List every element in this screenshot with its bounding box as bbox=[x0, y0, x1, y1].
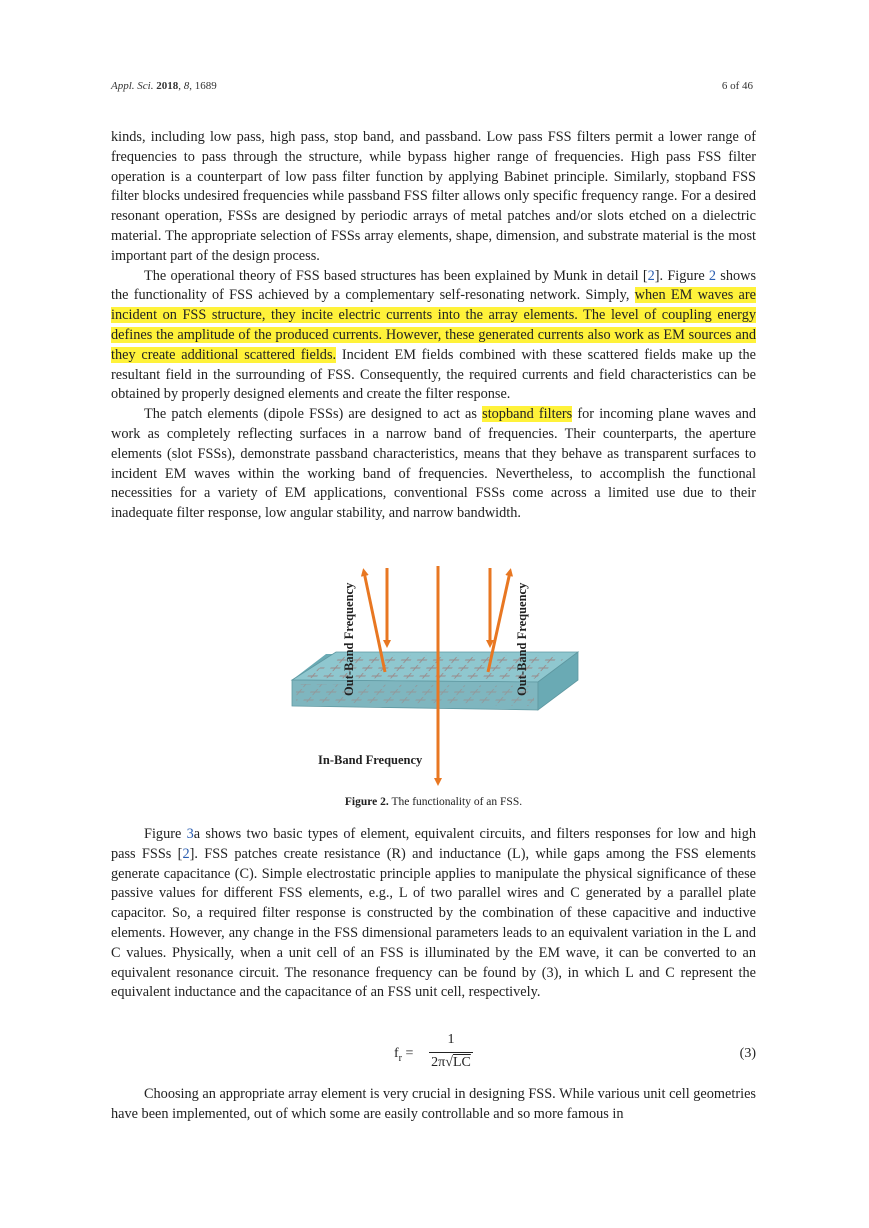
paragraph-3: The patch elements (dipole FSSs) are designed to act as stopband filters for incoming plane waves and work as completely reflecting surfaces in a narrow band of frequencies. Their counterparts, the aperture elements (slot FSSs), demonstrate passband characteristics, means that they behave as transparent surfaces to incident EM waves within the working band of frequencies. Nevertheless, to accomplish the functional necessities for a variety of EM applications, conventional FSSs come across a limited use due to their inadequate filter response, low angular stability, and narrow bandwidth. bbox=[111, 406, 756, 522]
label-out-band-right: Out-Band Frequency bbox=[515, 582, 529, 696]
body-text-top bbox=[111, 128, 756, 524]
paragraph-1: kinds, including low pass, high pass, stop band, and passband. Low pass FSS filters permit a lower range of frequencies to pass through the structure, while bypass higher range of frequencies. High pass FSS filter operation is a counterpart of low pass filter function by applying Babinet principle. Similarly, stopband FSS filter blocks undesired frequencies while passband FSS filter allows only specific frequency range. For a desired resonant operation, FSSs are designed by periodic arrays of metal patches and/or slots etched on a dielectric material. The appropriate selection of FSSs array elements, shape, dimension, and substrate material is the most important part of the design process. bbox=[111, 129, 756, 264]
fss-diagram bbox=[290, 560, 580, 788]
figure-link[interactable]: 3 bbox=[186, 826, 194, 842]
reference-link[interactable]: 2 bbox=[182, 845, 190, 862]
highlighted-text: when EM waves are incident on FSS structure, they incite electric currents into the array elements. The level of coupling energy defines the amplitude of the produced currents. However, these generated currents also work as EM sources and they create additional scattered fields. bbox=[111, 287, 756, 363]
page-number: 6 of 46 bbox=[721, 80, 753, 92]
label-out-band-left: Out-Band Frequency bbox=[342, 582, 356, 696]
paragraph-4: Figure 3a shows two basic types of element, equivalent circuits, and filters responses for low and high pass FSSs [2]. FSS patches create resistance (R) and inductance (L), while gaps among the FSS elements generate capacitance (C). Simple electrostatic principle applies to manipulate the physical significance of these passive values for different FSS elements, e.g., L of two parallel wires and C generated by a parallel plate capacitor. So, a required filter response is constructed by the combination of these capacitive and inductive elements. However, any change in the FSS dimensional parameters leads to an equivalent variation in the L and C values. Physically, when a unit cell of an FSS is illuminated by the EM wave, it can be converted to an equivalent resonance circuit. The resonance frequency can be found by (3), in which L and C represent the equivalent inductance and the capacitance of an FSS unit cell, respectively. bbox=[111, 826, 756, 1001]
figure-caption: Figure 2. The functionality of an FSS. bbox=[344, 796, 523, 808]
body-text-bottom bbox=[111, 1085, 756, 1125]
figure-link[interactable]: 2 bbox=[708, 267, 717, 284]
body-text-middle bbox=[111, 825, 756, 1003]
label-in-band: In-Band Frequency bbox=[318, 753, 423, 767]
equation-3 bbox=[111, 1032, 756, 1078]
figure-2-fss-functionality bbox=[290, 560, 580, 788]
equation-fraction: 1 2π√LC bbox=[429, 1032, 473, 1071]
equation-lhs: $f_r$ = bbox=[394, 1046, 414, 1064]
journal-citation: Appl. Sci. 2018, 8, 1689 bbox=[111, 80, 217, 92]
equation-number: (3) bbox=[739, 1046, 756, 1061]
highlighted-text: stopband filters bbox=[482, 406, 573, 423]
paragraph-5: Choosing an appropriate array element is very crucial in designing FSS. While various unit cell geometries have been implemented, out of which some are easily controllable and so more famous in bbox=[111, 1086, 756, 1122]
reference-link[interactable]: 2 bbox=[647, 267, 655, 284]
running-header bbox=[111, 80, 753, 92]
paragraph-2: The operational theory of FSS based structures has been explained by Munk in detail [2]. Figure 2 shows the functionality of FSS achieved by a complementary self-resonating network. Simply, when EM waves are incident on FSS structure, they incite electric currents into the array elements. The level of coupling energy defines the amplitude of the produced currents. However, these generated currents also work as EM sources and they create additional scattered fields. Incident EM fields combined with these scattered fields make up the resultant field in the surrounding of FSS. Consequently, the required currents and field characteristics can be obtained by properly designed elements and create the filter response. bbox=[111, 267, 757, 403]
